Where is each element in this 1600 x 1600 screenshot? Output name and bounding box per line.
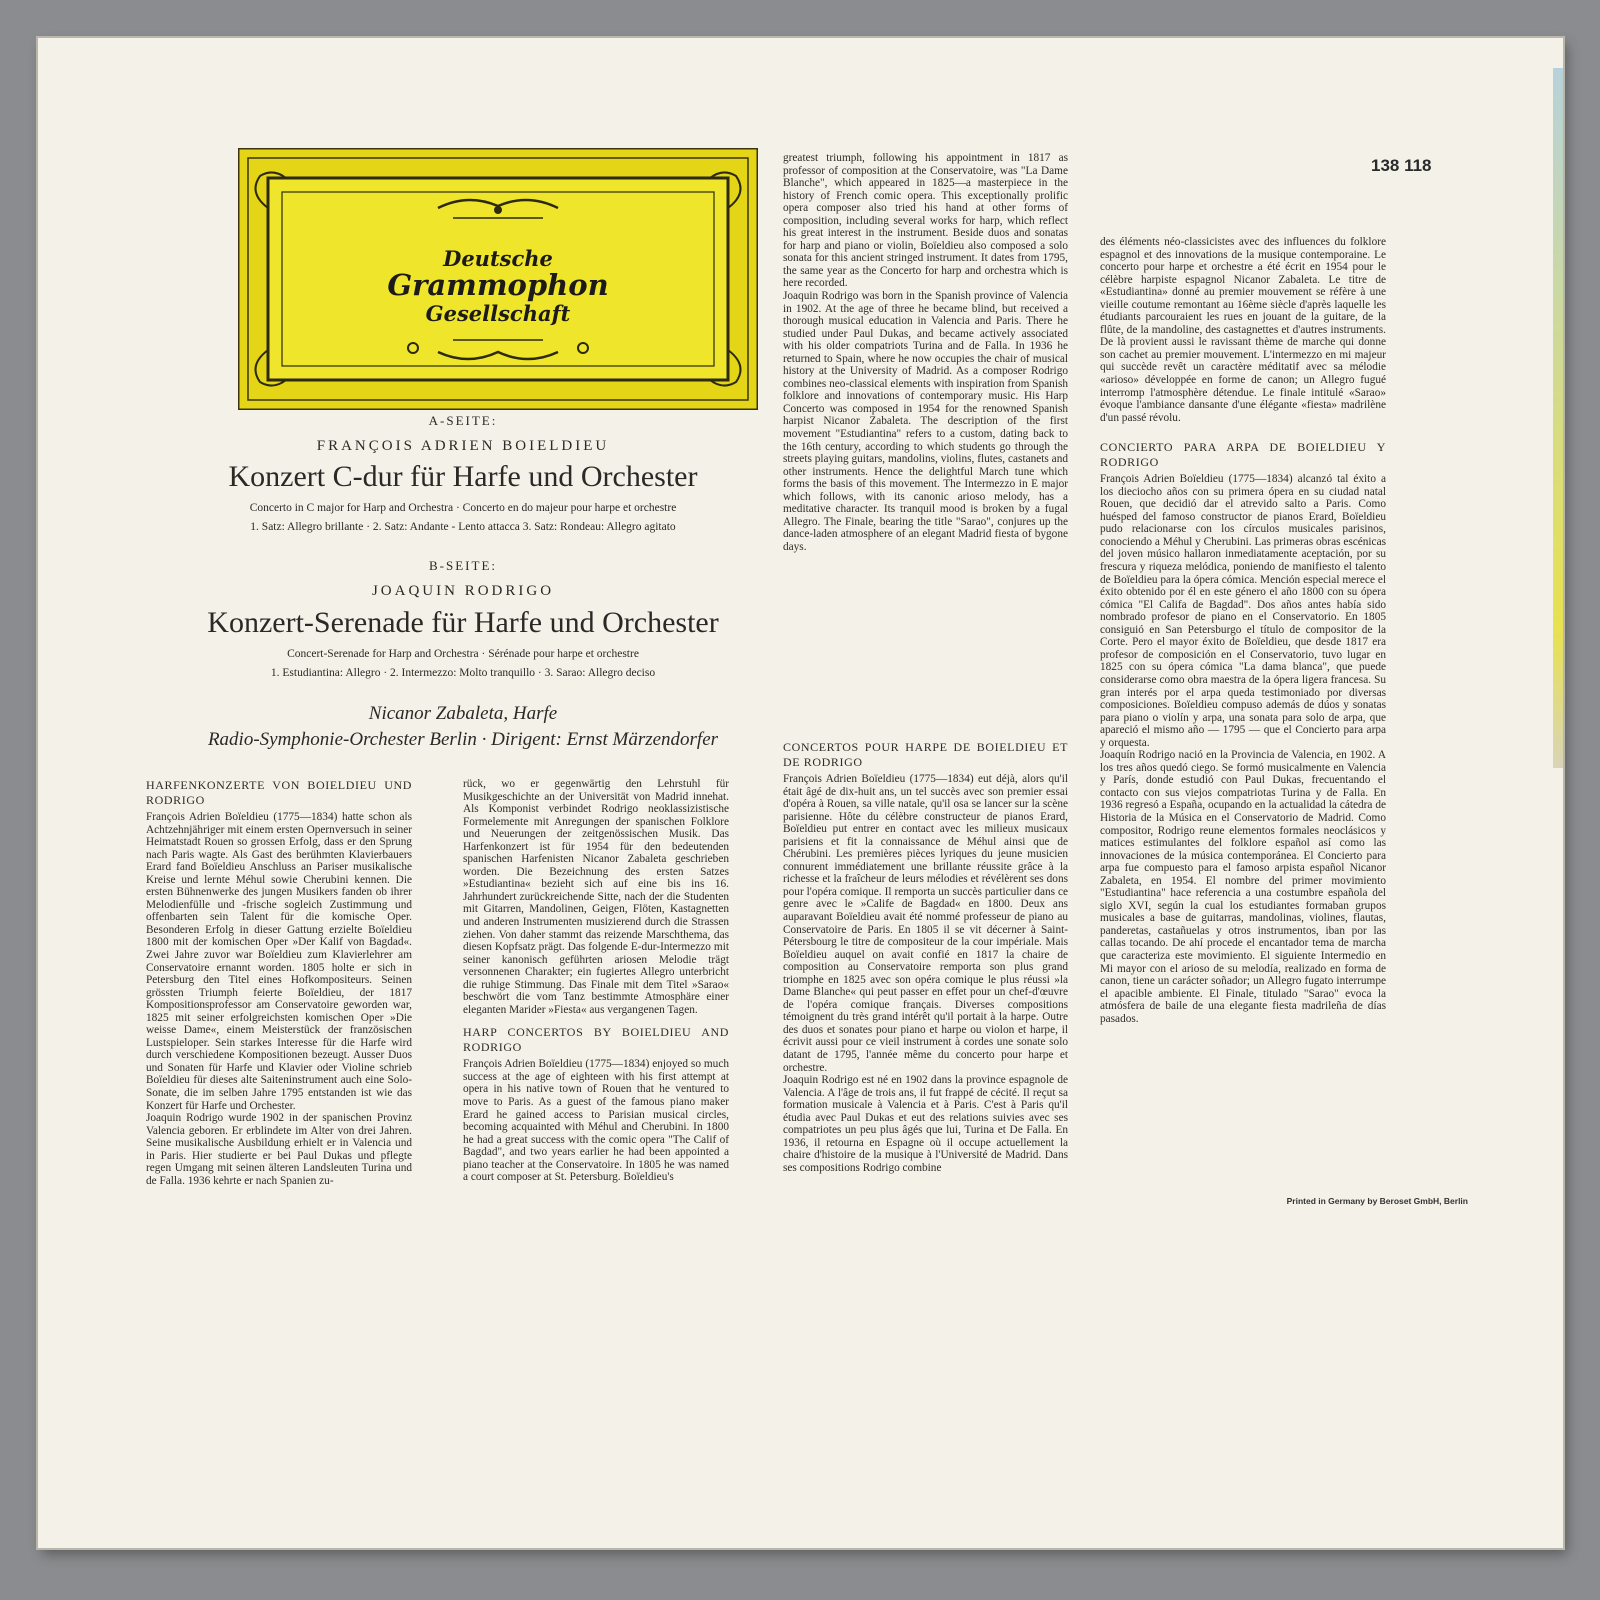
logo-line-2: Grammophon	[387, 268, 609, 302]
orchestra-conductor: Radio-Symphonie-Orchester Berlin · Dirigent: Ernst Märzendorfer	[207, 729, 719, 750]
record-sleeve-back	[38, 38, 1563, 1548]
french-notes-continued	[1100, 236, 1386, 1025]
english-paragraph-2: greatest triumph, following his appointment in 1817 as professor of composition at the Conservatoire, was "La Dame Blanche", which appeared in 1825—a masterpiece in the history of French comic opera. This exceptionally prolific opera composer also tried his hand at other forms of composition, including several works for harp, which reflect his great interest in the instrument. Beside duos and sonatas for harp and piano or violin, Boïeldieu also composed a solo sonata for this ancient stringed instrument. It dates from 1795, the same year as the Concerto for harp and orchestra which is here recorded.	[783, 152, 1068, 290]
side-b-subtitle: Concert-Serenade for Harp and Orchestra · Sérénade pour harpe et orchestre	[287, 648, 639, 660]
french-heading: CONCERTOS POUR HARPE DE BOIELDIEU ET DE RODRIGO	[783, 740, 1068, 769]
german-english-column	[463, 778, 729, 1184]
soloist: Nicanor Zabaleta, Harfe	[368, 703, 558, 724]
french-paragraph-1: François Adrien Boïeldieu (1775—1834) eut déjà, alors qu'il était âgé de dix-huit ans, un tel succès avec son premier essai d'opéra à Rouen, sa ville natale, qu'il osa se lancer sur la scène parisienne. Hôte du célèbre constructeur de pianos Erard, Boïeldieu put entrer en contact avec les milieux musicaux parisiens et fit la connaissance de Méhul ainsi que de Chérubini. Les premières pièces lyriques du jeune musicien connurent immédiatement une brillante réussite grâce à la richesse et la fraîcheur de leurs mélodies et révélèrent ses dons pour l'opéra comique. Il remporta un succès particulier dans ce genre avec le »Calife de Bagdad« en 1800. Deux ans auparavant Boïeldieu avait été nommé professeur de piano au Conservatoire de Paris. En 1805 il se vit décerner à Saint-Pétersbourg le titre de compositeur de la cour impériale. Mais Boïeldieu auquel on avait confié en 1817 la chaire de composition au Conservatoire remporta son plus grand triomphe en 1825 avec son opéra comique le plus réussi »la Dame Blanche« qui peut passer en effet pour un chef-d'œuvre de l'opéra comique français. Diverses compositions témoignent du très grand intérêt qu'il portait à la harpe. Outre des duos et sonates pour piano et harpe ou violon et harpe, il écrivit aussi pour ce vieil instrument à cordes une sonate solo datant de 1795, l'année même du concerto pour harpe et orchestre.	[783, 773, 1068, 1074]
english-paragraph-1: François Adrien Boïeldieu (1775—1834) enjoyed so much success at the age of eighteen with his first attempt at opera in his native town of Rouen that he ventured to move to Paris. As a guest of the famous piano maker Erard he gained access to Parisian musical circles, becoming acquainted with Méhul and Cherubini. In 1800 he had a great success with the comic opera "The Calif of Bagdad", and two years earlier he had been appointed a piano teacher at the Conservatoire. In 1805 he was named a court composer at St. Petersburg. Boïeldieu's	[463, 1058, 729, 1184]
side-a-subtitle: Concerto in C major for Harp and Orchestra · Concerto en do majeur pour harpe et orchestre	[249, 502, 677, 514]
spanish-paragraph-2: Joaquín Rodrigo nació en la Provincia de Valencia, en 1902. A los tres años quedó ciego. Se formó musicalmente en Valencia y París, donde estudió con Paul Dukas, frecuentando el contacto con sus viejos compatriotas Turina y de Falla. En 1936 regresó a España, ocupando en la actualidad la cátedra de Historia de la Música en el Conservatorio de Madrid. Como compositor, Rodrigo reune elementos formales neoclásicos y matices estimulantes del folklore español así como las innovaciones de la música contemporánea. El Concierto para arpa fue compuesto para el famoso arpista español Nicanor Zabaleta, en 1954. El nombre del primer movimiento "Estudiantina" hace referencia a una costumbre española del siglo XVI, según la cual los estudiantes formaban grupos musicales a base de guitarras, mandolinas, violines, flautas, panderetas, castañuelas y otros instrumentos, iban por las callas tocando. De ahí procede el encantador tema de marcha que caracteriza este movimiento. El siguiente Intermedio en Mi mayor con el arioso de su melodía, realizado en forma de canon, tiene un carácter soñador; un Allegro fugato interrumpe el apacible ambiente. El Finale, titulado "Sarao" evoca la atmósfera de baile de una elegante fiesta madrileña de días pasados.	[1100, 749, 1386, 1025]
catalog-number: 138 118	[1371, 156, 1432, 175]
german-paragraph-3: rück, wo er gegenwärtig den Lehrstuhl für Musikgeschichte an der Universität von Madrid innehat. Als Komponist verbindet Rodrigo neoklassizistische Formelemente mit Anregungen der spanischen Folklore und Neuerungen der zeitgenössischen Musik. Das Harfenkonzert ist für 1954 für den bedeutenden spanischen Harfenisten Nicanor Zabaleta geschrieben worden. Die Bezeichnung des ersten Satzes »Estudiantina« bezieht sich auf eine bis ins 16. Jahrhundert zurückreichende Sitte, nach der die Studenten mit Gitarren, Mandolinen, Geigen, Flöten, Kastagnetten und anderen Instrumenten musizierend durch die Strassen ziehen. Von daher stammt das reizende Marschthema, das diesen Kopfsatz prägt. Das folgende E-dur-Intermezzo mit seiner kanonisch geführten ariosen Melodie trägt versonnenen Charakter; ein fugiertes Allegro unterbricht die ruhige Stimmung. Das Finale mit dem Titel »Sarao« beschwört die vom Tanz bestimmte Atmosphäre einer eleganten Marider »Fiesta« aus vergangenen Tagen.	[463, 778, 729, 1016]
side-b-label: B-SEITE:	[429, 558, 497, 573]
english-heading: HARP CONCERTOS BY BOIELDIEU AND RODRIGO	[463, 1025, 729, 1055]
english-notes-continued	[783, 152, 1068, 554]
spanish-heading: CONCIERTO PARA ARPA DE BOIELDIEU Y RODRIGO	[1100, 440, 1386, 470]
side-b-composer: JOAQUIN RODRIGO	[371, 583, 555, 599]
spanish-paragraph-1: François Adrien Boïeldieu (1775—1834) alcanzó tal éxito a los dieciocho años con su primera ópera en su ciudad natal Rouen, que decidió dar el atrevido salto a Paris. Como huésped del famoso constructor de pianos Erard, Boïeldieu pudo relacionarse con los círculos musicales parisinos, conociendo a Méhul y Cherubini. Las primeras obras escénicas del joven músico hallaron inmediatamente aceptación, por su frescura y riqueza melódica, poniendo de manifiesto el talento de Boïeldieu para la ópera cómica. Mención especial merece el éxito obtenido por él en este género el año 1800 con su ópera cómica "El Califa de Bagdad". Dos años antes había sido nombrado profesor de piano en el Conservatorio. En 1805 consiguió en San Petersburgo el título de compositor de la Corte. Pero el mayor éxito de Boïeldieu, que desde 1817 era profesor de composición en el Conservatorio, tuvo lugar en 1825 con su ópera cómica "La dama blanca", que puede considerarse como obra maestra de la ópera ligera francesa. Su gran interés por el arpa queda testimoniado por diversas composiciones. Boïeldieu compuso además de dúos y sonatas para piano o violín y arpa, una sonata para solo de arpa, que apareció el mismo año — 1795 — que el Concierto para arpa y orquesta.	[1100, 473, 1386, 749]
german-paragraph-1: François Adrien Boïeldieu (1775—1834) hatte schon als Achtzehnjähriger mit einem ersten Opernversuch in seiner Heimatstadt Rouen so grossen Erfolg, dass er den Sprung nach Paris wagte. Als Gast des berühmten Klavierbauers Erard fand Boïeldieu Anschluss an Pariser musikalische Kreise und lernte Méhul sowie Cherubini kennen. Die ersten Bühnenwerke des jungen Musikers fanden ob ihrer Melodienfülle und -frische sogleich Zustimmung und offenbarten sein Talent für die komische Oper. Besonderen Erfolg in dieser Gattung erzielte Boïeldieu 1800 mit der komischen Oper »Der Kalif von Bagdad«. Zwei Jahre zuvor war Boïeldieu zum Klavierlehrer am Conservatoire ernannt worden. 1805 holte er sich in Petersburg den Titel eines Hofkompositeurs. Seinen grössten Triumph feierte Boïeldieu, der 1817 Kompositionsprofessor am Conservatoire geworden war, 1825 mit seiner erfolgreichsten komischen Oper »Die weisse Dame«, einem Meisterstück der französischen Lustspieloper. Sein starkes Interesse für die Harfe wird durch verschiedene Kompositionen bezeugt. Ausser Duos und Sonaten für Harfe und Klavier oder Violine schrieb Boïeldieu für dieses alte Saiteninstrument auch eine Solo-Sonate, die im selben Jahre 1795 entstanden ist wie das Konzert für Harfe und Orchester.	[146, 811, 412, 1112]
logo-line-1: Deutsche	[443, 246, 553, 271]
english-paragraph-3: Joaquin Rodrigo was born in the Spanish province of Valencia in 1902. At the age of three he became blind, but received a thorough musical education in Valencia and Paris. There he studied under Paul Dukas, and became actively associated with his older compatriots Turina and de Falla. In 1936 he returned to Spain, where he now occupies the chair of musical history at the University of Madrid. As a composer Rodrigo combines neo-classical elements with inspiration from Spanish folklore and innovations of contemporary music. His Harp Concerto was composed in 1954 for the renowned Spanish harpist Nicanor Zabaleta. The description of the first movement "Estudiantina" refers to a custom, dating back to the 16th century, according to which students go through the streets playing guitars, mandolins, violins, flutes, castanets and other instruments. Hence the delightful March tune which forms the basis of this movement. The Intermezzo in E major which follows, with its canonic arioso melody, has a meditative character. Its tranquil mood is broken by a fugal Allegro. The Finale, bearing the title "Sarao", conjures up the dance-laden atmosphere of an elegant Madrid fiesta of bygone days.	[783, 290, 1068, 553]
german-paragraph-2: Joaquin Rodrigo wurde 1902 in der spanischen Provinz Valencia geboren. Er erblindete im Alter von drei Jahren. Seine musikalische Ausbildung erhielt er in Valencia und in Paris. Hier studierte er bei Paul Dukas und pflegte regen Umgang mit seinen älteren Landsleuten Turina und de Falla. 1936 kehrte er nach Spanien zu-	[146, 1112, 412, 1187]
side-b-movements: 1. Estudiantina: Allegro · 2. Intermezzo: Molto tranquillo · 3. Sarao: Allegro deciso	[270, 667, 656, 679]
german-notes	[146, 778, 412, 1187]
logo-line-3: Gesellschaft	[425, 301, 571, 326]
french-paragraph-2: Joaquin Rodrigo est né en 1902 dans la province espagnole de Valencia. A l'âge de trois ans, il fut frappé de cécité. Il reçut sa formation musicale à Valencia et à Paris. C'est à Paris qu'il étudia avec Paul Dukas et eut des relations suivies avec ses compatriotes un peu plus âgés que lui, Turina et De Falla. En 1936, il retourna en Espagne où il occupe actuellement la chaire d'histoire de la musique à l'Université de Madrid. Dans ses compositions Rodrigo combine	[783, 1074, 1068, 1174]
side-a-label: A-SEITE:	[428, 413, 498, 428]
french-notes	[783, 740, 1068, 1175]
side-b-title: Konzert-Serenade für Harfe und Orchester	[207, 606, 719, 639]
german-heading: HARFENKONZERTE VON BOIELDIEU UND RODRIGO	[146, 778, 412, 807]
side-a-composer: FRANÇOIS ADRIEN BOIELDIEU	[316, 438, 610, 454]
printer-credit: Printed in Germany by Beroset GmbH, Berlin	[1286, 1196, 1468, 1206]
side-a-title: Konzert C-dur für Harfe und Orchester	[228, 460, 698, 493]
dgg-logo	[238, 148, 758, 410]
liner-notes-page	[38, 38, 1563, 1548]
french-paragraph-3: des éléments néo-classicistes avec des influences du folklore espagnol et des innovations de la musique contemporaine. Le concerto pour harpe et orchestre a été écrit en 1954 pour le célèbre harpiste espagnol Nicanor Zabaleta. Le titre de «Estudiantina» donné au premier mouvement se réfère à une vieille coutume remontant au 16ème siècle d'après laquelle les étudiants parcouraient les rues en jouant de la guitare, de la flûte, de la mandoline, des castagnettes et d'autres instruments. De là provient aussi le ravissant thème de marche qui donne son cachet au premier mouvement. L'intermezzo en mi majeur qui succède revêt un caractère méditatif avec sa mélodie «arioso» développée en forme de canon; un Allegro fugué interromp l'atmosphère détendue. Le finale intitulé «Sarao» évoque l'ambiance dansante d'une élégante «fiesta» madrilène d'un passé révolu.	[1100, 236, 1386, 424]
side-a-movements: 1. Satz: Allegro brillante · 2. Satz: Andante - Lento attacca 3. Satz: Rondeau: Allegro agitato	[250, 521, 676, 533]
